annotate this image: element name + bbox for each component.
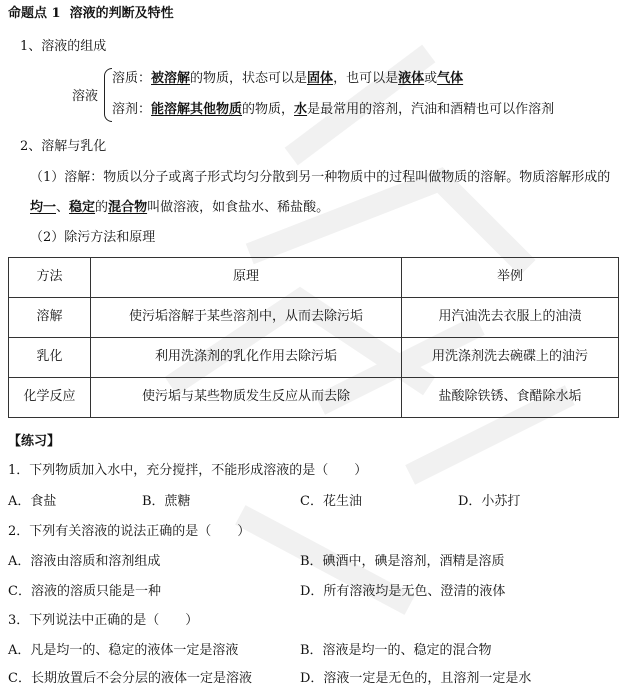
q2-option-b: B．碘酒中，碘是溶剂，酒精是溶质	[300, 554, 505, 569]
solvent-line: 溶剂：能溶解其他物质的物质，水是最常用的溶剂，汽油和酒精也可以作溶剂	[112, 102, 555, 117]
table-row	[9, 378, 619, 418]
q3-option-a: A．凡是均一的、稳定的液体一定是溶液	[8, 643, 239, 658]
table-cell: 乳化	[9, 338, 91, 378]
question-1-stem: 1．下列物质加入水中，充分搅拌，不能形成溶液的是（ ）	[8, 463, 368, 478]
solid-key: 固体	[307, 71, 334, 86]
q3-option-b: B．溶液是均一的、稳定的混合物	[300, 643, 492, 658]
table-cell: 用洗涤剂洗去碗碟上的油污	[402, 338, 619, 378]
table-cell: 使污垢与某些物质发生反应从而去除	[91, 378, 402, 418]
cleaning-methods-table	[8, 257, 619, 418]
table-cell: 利用洗涤剂的乳化作用去除污垢	[91, 338, 402, 378]
table-cell: 化学反应	[9, 378, 91, 418]
table-cell: 用汽油洗去衣服上的油渍	[402, 298, 619, 338]
dissolve-definition-line2: 均一、稳定的混合物叫做溶液，如食盐水、稀盐酸。	[30, 200, 330, 215]
table-cell: 盐酸除铁锈、食醋除水垢	[402, 378, 619, 418]
heading-composition: 1、溶液的组成	[20, 39, 107, 54]
dissolve-definition-line1: （1）溶解：物质以分子或离子形式均匀分散到另一种物质中的过程叫做物质的溶解。物质溶解形成的	[30, 170, 611, 185]
cleaning-methods-heading: （2）除污方法和原理	[30, 230, 156, 245]
title-text: 溶液的判断及特性	[69, 6, 174, 21]
q1-option-d: D．小苏打	[458, 494, 521, 509]
q2-option-a: A．溶液由溶质和溶剂组成	[8, 554, 161, 569]
solute-key: 被溶解	[151, 71, 191, 86]
table-cell: 溶解	[9, 298, 91, 338]
table-row	[9, 298, 619, 338]
question-2-stem: 2．下列有关溶液的说法正确的是（ ）	[8, 524, 251, 539]
q1-option-b: B．蔗糖	[142, 494, 191, 509]
brace-bracket	[104, 68, 112, 122]
header-example: 举例	[402, 258, 619, 298]
header-method: 方法	[9, 258, 91, 298]
title-number: 命题点 1	[8, 6, 61, 21]
q2-option-d: D．所有溶液均是无色、澄清的液体	[300, 584, 506, 599]
water-key: 水	[294, 102, 308, 117]
q1-option-c: C．花生油	[300, 494, 362, 509]
gas-key: 气体	[437, 71, 464, 86]
question-3-stem: 3．下列说法中正确的是（ ）	[8, 613, 199, 628]
table-cell: 使污垢溶解于某些溶剂中，从而去除污垢	[91, 298, 402, 338]
section-title	[8, 6, 174, 22]
q3-option-c: C．长期放置后不会分层的液体一定是溶液	[8, 671, 252, 686]
q3-option-d: D．溶液一定是无色的，且溶剂一定是水	[300, 671, 532, 686]
q2-option-c: C．溶液的溶质只能是一种	[8, 584, 161, 599]
heading-dissolve-emulsify: 2、溶解与乳化	[20, 139, 107, 154]
solute-line: 溶质：被溶解的物质，状态可以是固体，也可以是液体或气体	[112, 71, 464, 86]
table-header-row	[9, 258, 619, 298]
q1-option-a: A．食盐	[8, 494, 57, 509]
practice-heading: 【练习】	[8, 434, 61, 449]
solvent-key: 能溶解其他物质	[151, 102, 243, 117]
table-row	[9, 338, 619, 378]
header-principle: 原理	[91, 258, 402, 298]
solution-label: 溶液	[72, 89, 99, 104]
liquid-key: 液体	[398, 71, 425, 86]
